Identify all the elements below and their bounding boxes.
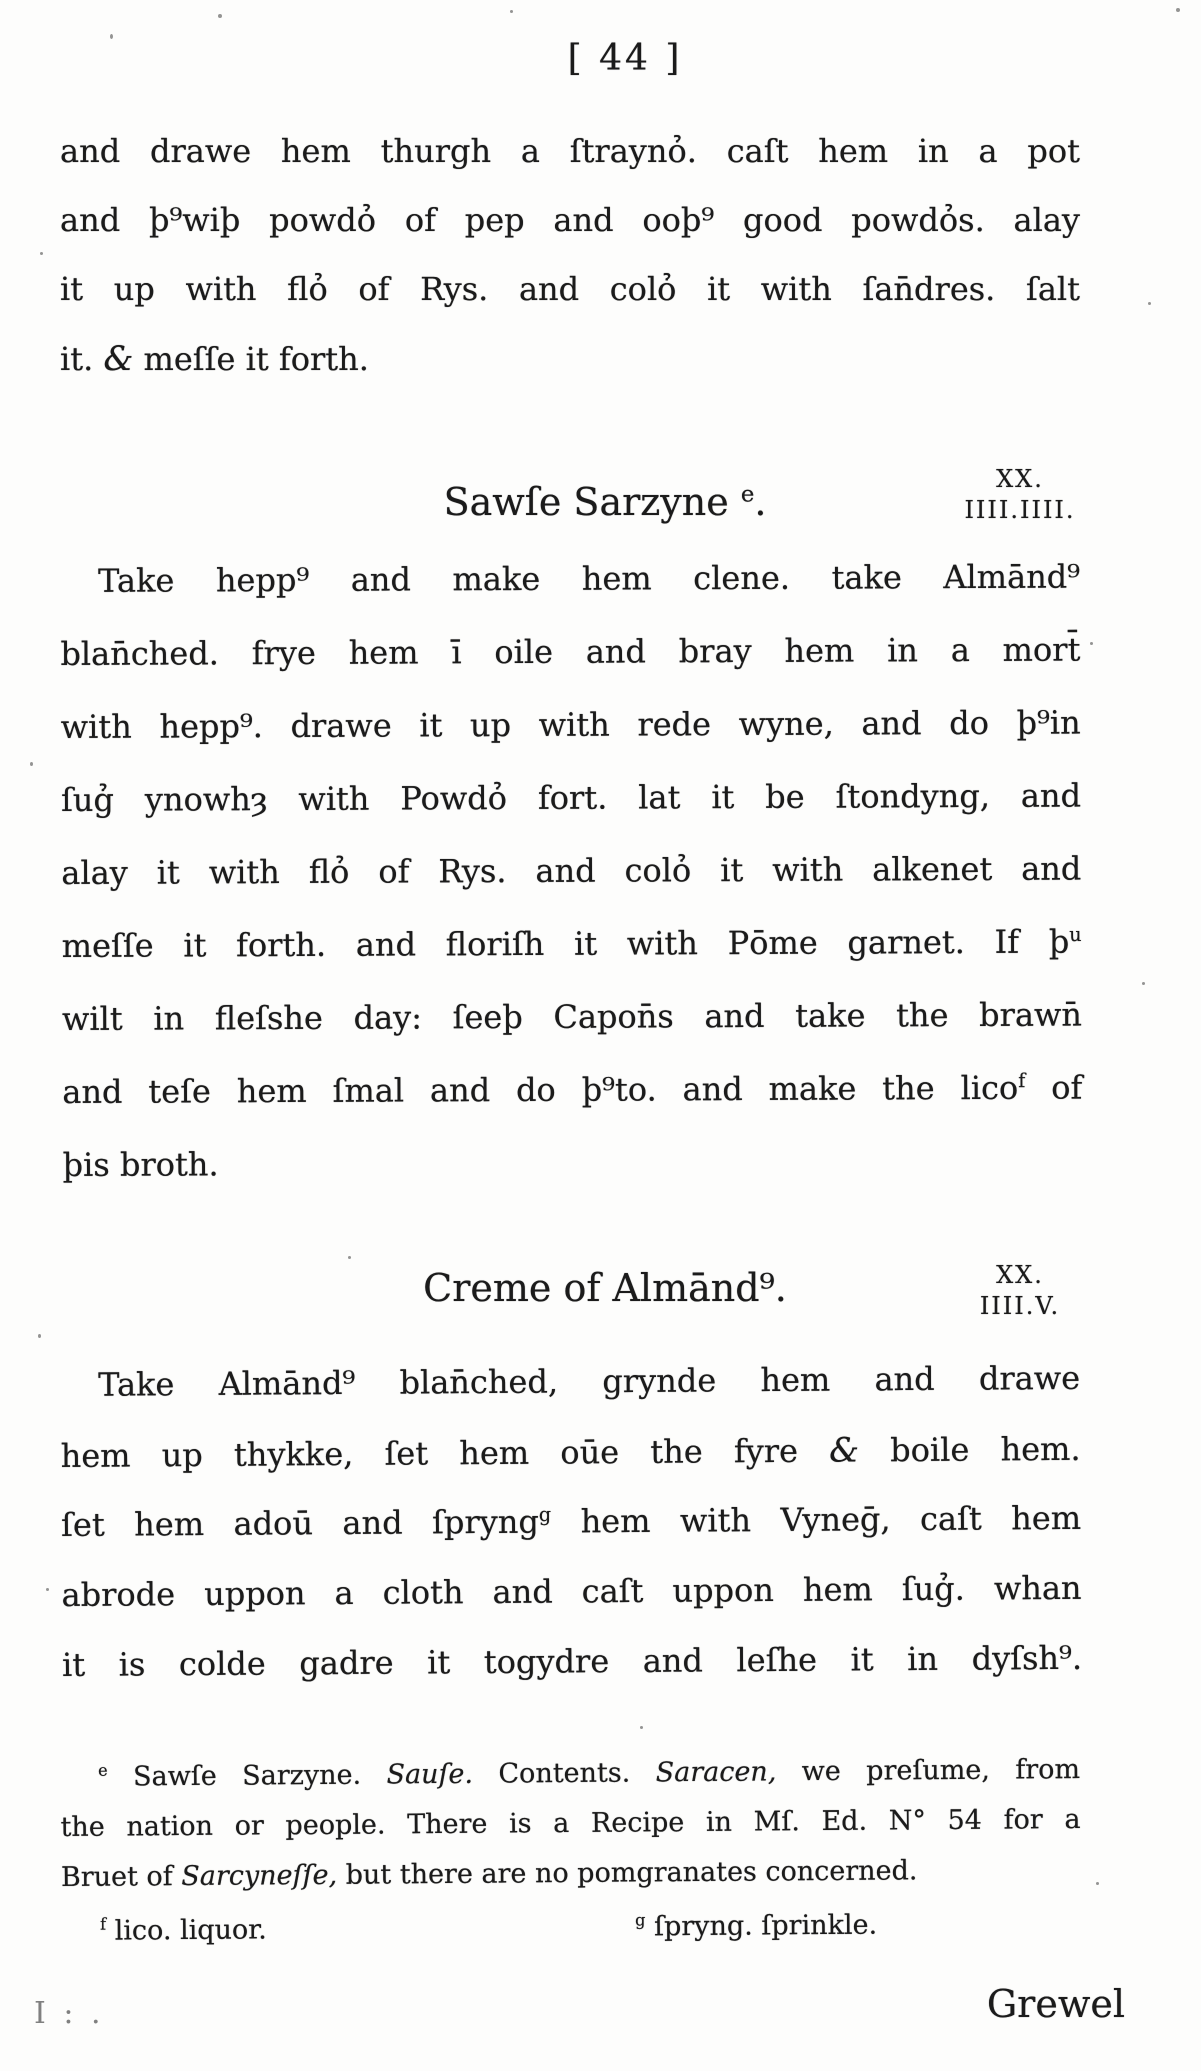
scan-speck (348, 1256, 351, 1259)
text-line (62, 923, 1082, 1000)
scan-speck (1142, 982, 1145, 985)
recipe-number-reference (925, 464, 1115, 526)
text-line: þis broth. (62, 1145, 219, 1184)
scan-speck (30, 762, 33, 766)
footnote-line (60, 1754, 1080, 1812)
italic-term: Sauſe. (386, 1758, 474, 1791)
text-segment: Sawſe Sarzyne. (107, 1759, 387, 1793)
footnote-marker-e: e (97, 1760, 108, 1780)
text-line (60, 1429, 1080, 1506)
scan-speck (510, 10, 513, 13)
footnote-marker-e: e (740, 481, 755, 508)
tironian-et-glyph: & (829, 1430, 860, 1470)
scan-speck (640, 1726, 643, 1729)
scan-speck (38, 1334, 41, 1338)
scan-speck (1096, 1882, 1099, 1885)
page-number: [ 44 ] (567, 38, 683, 79)
text-segment: hem with Vyneḡ, caſt hem (551, 1498, 1082, 1541)
text-line: Take hepp⁹ and make hem clene. take Almānd⁹ (97, 557, 1081, 600)
signature-mark: I : . (34, 1996, 105, 2031)
text-segment: it. (60, 340, 104, 378)
text-segment: hem up thykke, ſet hem oūe the fyre (60, 1431, 830, 1475)
text-line: alay it with flỏ of Rys. and colỏ it with alkenet and (61, 849, 1082, 892)
footnote-marker-f: f (99, 1914, 107, 1934)
text-segment: of (1025, 1068, 1083, 1107)
text-line: blan̄ched. frye hem ī oile and bray hem in a mort̄ (60, 630, 1081, 673)
footnote-line: the nation or people. There is a Recipe in Mſ. Ed. N° 54 for a (60, 1803, 1081, 1843)
abbreviation-u: u (1069, 922, 1082, 946)
text-line: with hepp⁹. drawe it up with rede wyne, and do þ⁹in (60, 703, 1081, 746)
recipe-title-creme-of-almand: Creme of Almānd⁹. (423, 1266, 787, 1310)
scan-speck (40, 252, 43, 255)
text-line: it is colde gadre it togydre and leſhe it in dyſsh⁹. (61, 1638, 1083, 1684)
footnote-marker-g: g (634, 1910, 646, 1930)
footnote-marker-g: g (538, 1502, 552, 1527)
catchword: Grewel (986, 1982, 1125, 2026)
text-segment: Contents. (472, 1757, 656, 1790)
recipe-number-reference (925, 1260, 1115, 1322)
tironian-et-glyph: & (103, 339, 134, 378)
text-line: and þ⁹wiþ powdỏ of pep and ooþ⁹ good powdỏs. alay (60, 201, 1080, 239)
footnote-line (61, 1854, 1081, 1912)
recipe-body-sawse-sarzyne (60, 558, 1083, 1219)
footnote-lico (100, 1914, 267, 1946)
footnote-spryng (635, 1910, 877, 1943)
scan-speck (110, 34, 113, 39)
scan-speck (1176, 8, 1180, 12)
text-segment: but there are no pomgranates concerned. (336, 1855, 918, 1891)
text-segment: meſſe it forth. (133, 340, 369, 378)
scan-speck (218, 14, 222, 18)
recipe-title-text: Sawſe Sarzyne (443, 480, 729, 524)
text-segment: we preſume, from (776, 1753, 1081, 1788)
text-line: wilt in fleſshe day: ſeeþ Capon̄s and take the brawn̄ (61, 995, 1083, 1038)
text-line: it up with flỏ of Rys. and colỏ it with ſan̄dres. ſalt (60, 270, 1080, 308)
text-segment: lico. liquor. (105, 1914, 267, 1947)
text-line (62, 1069, 1082, 1146)
footnote-sawse-sarzyne (60, 1754, 1081, 1912)
italic-term: Sarcyneſſe, (181, 1859, 338, 1893)
text-segment: Bruet of (60, 1861, 182, 1893)
text-segment: meſſe it forth. and floriſh it with Pōme garnet. If þ (61, 922, 1070, 965)
text-segment: and teſe hem ſmal and do þ⁹to. and make the lico (62, 1068, 1019, 1111)
recipe-body-creme-of-almand (60, 1359, 1082, 1716)
text-line: and drawe hem thurgh a ſtraynỏ. caſt hem in a pot (60, 132, 1080, 170)
title-period: . (754, 480, 767, 524)
text-line: abrode uppon a cloth and caſt uppon hem ſug̉. whan (61, 1568, 1082, 1614)
scan-speck (46, 1588, 49, 1591)
recipe-ref-part: IIII.V. (979, 1292, 1061, 1320)
recipe-ref-part: XX. (996, 1261, 1044, 1289)
paragraph-continuation (60, 132, 1080, 408)
italic-term: Saracen, (655, 1756, 777, 1789)
text-segment: boile hem. (858, 1429, 1081, 1470)
text-segment: ſet hem adoū and ſpryng (60, 1502, 539, 1544)
recipe-ref-part: XX. (996, 465, 1044, 493)
scan-speck (1090, 642, 1093, 645)
text-line (60, 339, 1080, 408)
scan-speck (1148, 302, 1151, 305)
text-line: Take Almānd⁹ blan̄ched, grynde hem and drawe (97, 1358, 1081, 1404)
text-segment: ſpryng. ſprinkle. (645, 1909, 878, 1943)
text-line (61, 1499, 1081, 1576)
recipe-ref-part: IIII.IIII. (964, 496, 1076, 524)
footnote-marker-f: f (1018, 1069, 1026, 1093)
text-line: ſug̉ ynowhȝ with Powdỏ fort. lat it be ſtondyng, and (60, 776, 1082, 819)
